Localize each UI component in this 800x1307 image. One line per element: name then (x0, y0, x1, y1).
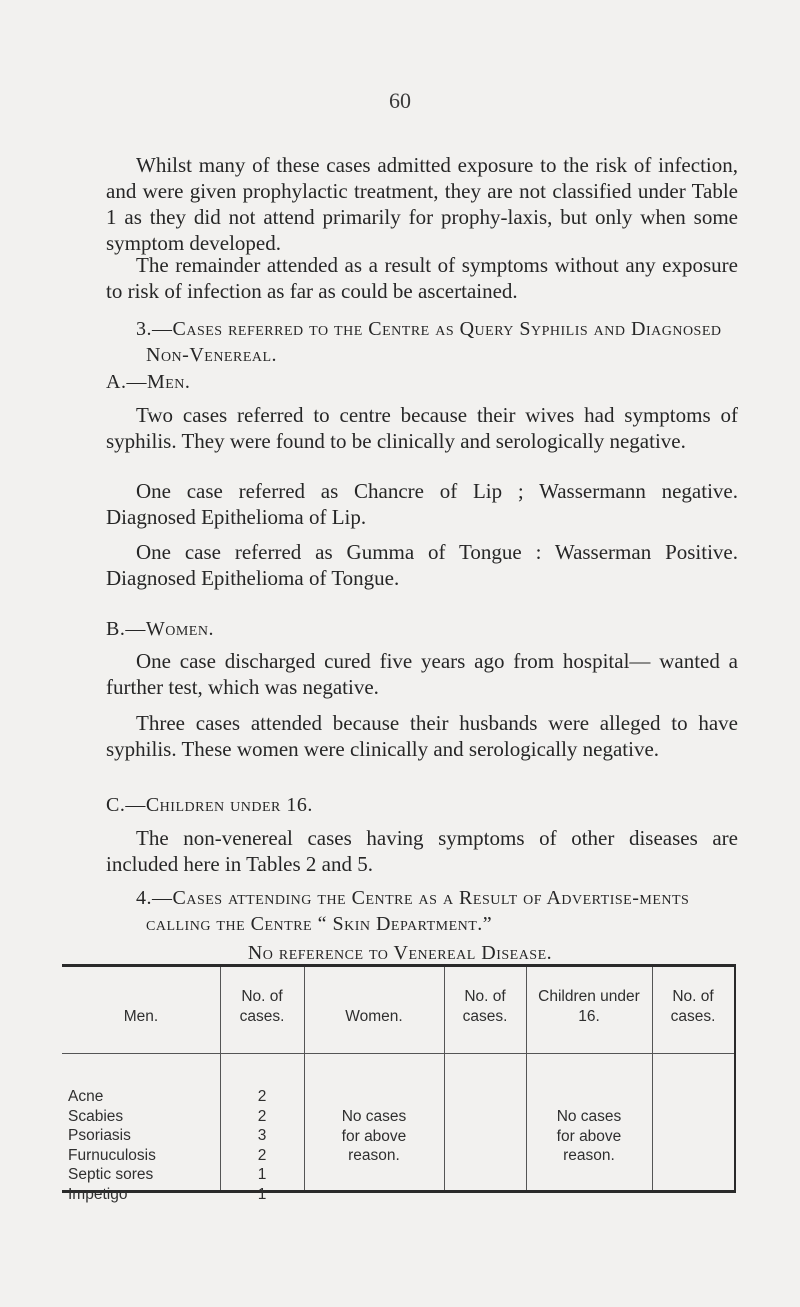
table-row-condition: Septic sores (68, 1166, 154, 1183)
men-conditions-list (68, 1087, 218, 1204)
table-row-cases: 3 (257, 1127, 267, 1144)
header-children: Children under 16. (538, 988, 640, 1025)
children-paragraph-1: The non-venereal cases having symptoms of other diseases are included here in Tables 2 and 5. (106, 826, 738, 876)
cases-table (62, 964, 736, 1203)
table-row-cases: 2 (257, 1088, 267, 1105)
children-heading: C.—Children under 16. (106, 794, 313, 816)
table-row-cases: 2 (257, 1107, 267, 1125)
header-rule (62, 1053, 734, 1054)
paragraph-text: Whilst many of these cases admitted exposure to the risk of infection, and were given prophylactic treatment, they are not classified under Table 1 as they did not attend primarily for prophy-laxis, but only when some symptom developed. (106, 153, 738, 255)
header-men-cases: No. of cases. (239, 988, 285, 1025)
table-row-cases: 1 (257, 1185, 267, 1203)
men-cases-list (220, 1087, 304, 1204)
page-number: 60 (389, 88, 411, 113)
table-row-cases: 1 (257, 1166, 267, 1183)
women-paragraph-2: Three cases attended because their husbands were alleged to have syphilis. These women were clinically and serologically negative. (106, 711, 738, 761)
section-4-heading: 4.—Cases attending the Centre as a Result of Advertise-ments calling the Centre “ Skin Department.” (136, 887, 690, 935)
header-women-cases: No. of cases. (462, 988, 508, 1025)
header-children-cases: No. of cases. (670, 988, 716, 1025)
men-paragraph-3: One case referred as Gumma of Tongue : Wasserman Positive. Diagnosed Epithelioma of Tongue. (106, 540, 738, 590)
table-row-condition: Furnuculosis (68, 1146, 156, 1164)
header-women: Women. (345, 1008, 403, 1025)
women-heading: B.—Women. (106, 618, 214, 640)
paragraph-1 (106, 152, 738, 256)
header-men: Men. (123, 1008, 159, 1025)
women-note: No cases for above reason. (341, 1108, 407, 1164)
table-row-condition: Psoriasis (68, 1127, 131, 1144)
table-row-cases: 2 (257, 1146, 267, 1164)
table-row-condition: Impetigo (68, 1185, 128, 1203)
children-note: No cases for above reason. (556, 1108, 622, 1164)
paragraph-2 (106, 252, 738, 304)
men-paragraph-2: One case referred as Chancre of Lip ; Wassermann negative. Diagnosed Epithelioma of Lip. (106, 479, 738, 529)
paragraph-text: The remainder attended as a result of symptoms without any exposure to risk of infection as far as could be ascertained. (106, 253, 738, 303)
table-row-condition: Acne (68, 1088, 104, 1105)
men-paragraph-1: Two cases referred to centre because their wives had symptoms of syphilis. They were found to be clinically and serologically negative. (106, 403, 738, 453)
men-heading: A.—Men. (106, 371, 191, 393)
section-3-heading: 3.—Cases referred to the Centre as Query Syphilis and Diagnosed Non-Venereal. (136, 318, 722, 366)
section-4-subheading: No reference to Venereal Disease. (247, 942, 553, 964)
women-paragraph-1: One case discharged cured five years ago from hospital— wanted a further test, which was negative. (106, 649, 738, 699)
table-row-condition: Scabies (68, 1107, 124, 1125)
